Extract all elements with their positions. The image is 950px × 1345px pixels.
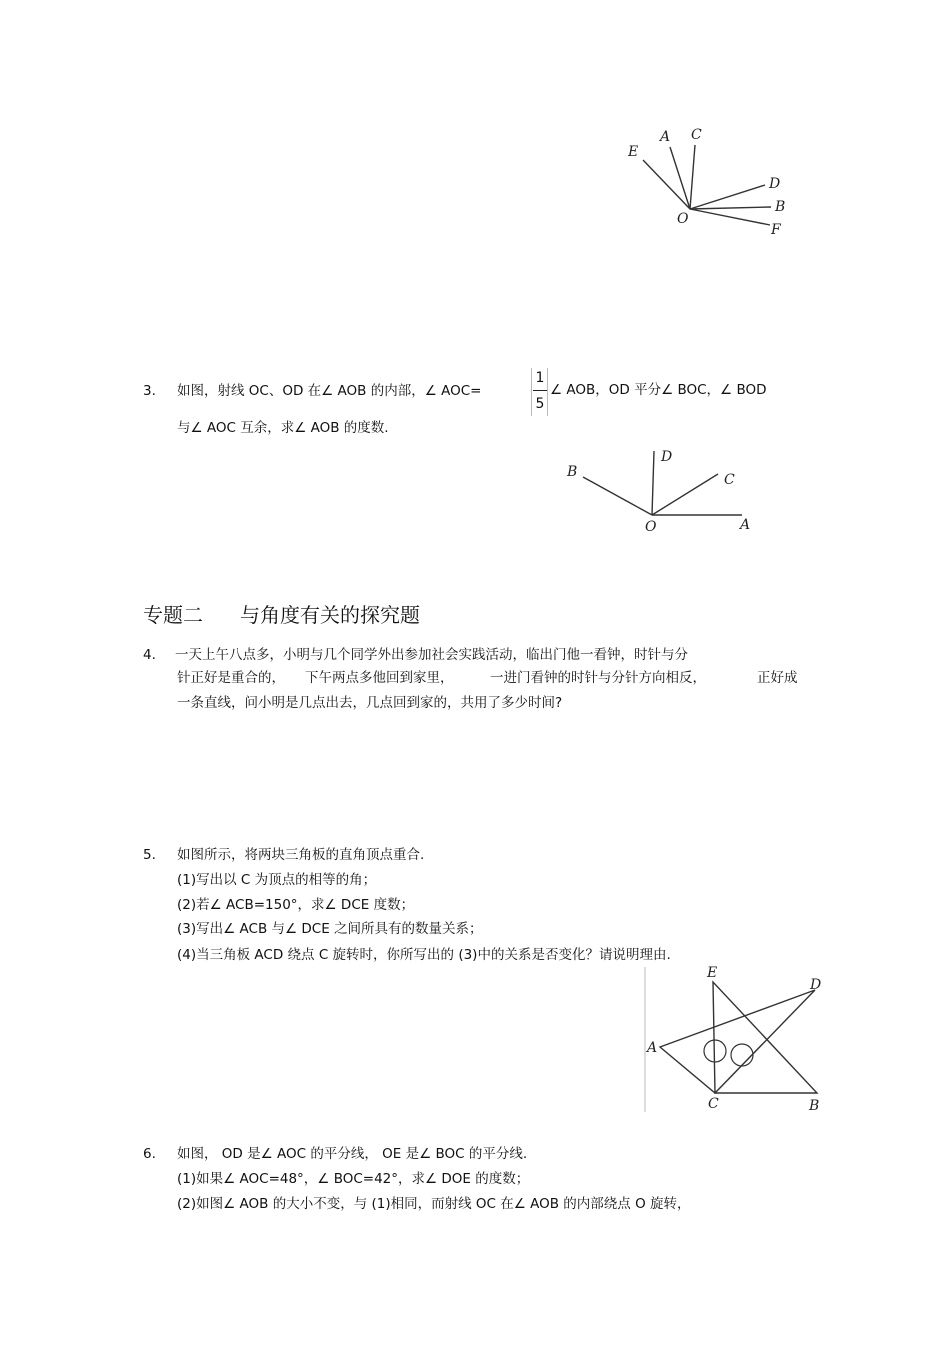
q5-part2: (2)若∠ ACB=150°，求∠ DCE 度数； bbox=[177, 897, 415, 913]
angle-marker-2 bbox=[731, 1044, 753, 1066]
ray-OE bbox=[643, 160, 690, 209]
q4-line2-a: 针正好是重合的， bbox=[177, 670, 285, 686]
ray-OD bbox=[652, 451, 654, 515]
rays-figure-top bbox=[615, 115, 815, 245]
label-E: E bbox=[707, 965, 718, 981]
label-D: D bbox=[810, 977, 822, 993]
q5-part3: (3)写出∠ ACB 与∠ DCE 之间所具有的数量关系； bbox=[177, 921, 483, 937]
triangle-ECB bbox=[713, 982, 817, 1093]
q4-line1: 一天上午八点多，小明与几个同学外出参加社会实践活动，临出门他一看钟，时针与分 bbox=[175, 647, 688, 663]
label-B: B bbox=[809, 1098, 820, 1114]
ray-OF bbox=[690, 209, 770, 225]
q5-part4: (4)当三角板 ACD 绕点 C 旋转时，你所写出的 (3)中的关系是否变化？请说明理由. bbox=[177, 947, 671, 963]
q6-line1: 如图， OD 是∠ AOC 的平分线， OE 是∠ BOC 的平分线. bbox=[177, 1146, 528, 1162]
angle-figure-q3 bbox=[560, 440, 760, 540]
ray-OB bbox=[690, 207, 771, 209]
ray-OD bbox=[690, 185, 765, 209]
label-A: A bbox=[647, 1040, 658, 1056]
label-C: C bbox=[708, 1096, 719, 1112]
q6-part1: (1)如果∠ AOC=48°，∠ BOC=42°，求∠ DOE 的度数； bbox=[177, 1171, 530, 1187]
q5-number: 5. bbox=[143, 847, 156, 863]
section-title: 专题二 bbox=[143, 603, 203, 627]
triangles-figure-q5 bbox=[640, 962, 840, 1117]
q5-line1: 如图所示，将两块三角板的直角顶点重合. bbox=[177, 847, 425, 863]
label-C: C bbox=[724, 472, 735, 488]
q3-number: 3. bbox=[143, 383, 156, 399]
label-B: B bbox=[567, 464, 578, 480]
q4-number: 4. bbox=[143, 647, 156, 663]
q4-line2-d: 正好成 bbox=[757, 670, 798, 686]
label-A: A bbox=[660, 129, 671, 145]
triangle-ACD bbox=[660, 990, 815, 1093]
q6-number: 6. bbox=[143, 1146, 156, 1162]
label-B: B bbox=[775, 199, 786, 215]
q3-line1-b: ∠ AOB，OD 平分∠ BOC，∠ BOD bbox=[550, 382, 767, 398]
fraction-bar bbox=[533, 390, 547, 391]
section-subtitle: 与角度有关的探究题 bbox=[240, 603, 420, 627]
q3-line2: 与∠ AOC 互余，求∠ AOB 的度数. bbox=[177, 420, 389, 436]
ray-OA bbox=[670, 147, 690, 209]
label-C: C bbox=[691, 127, 702, 143]
ray-OC bbox=[652, 474, 718, 515]
fraction-left-rule bbox=[531, 368, 532, 416]
label-O: O bbox=[677, 211, 689, 227]
label-E: E bbox=[628, 144, 639, 160]
q4-line3: 一条直线，问小明是几点出去，几点回到家的，共用了多少时间? bbox=[177, 695, 563, 711]
q5-part1: (1)写出以 C 为顶点的相等的角； bbox=[177, 872, 377, 888]
q3-line1-a: 如图，射线 OC、OD 在∠ AOB 的内部，∠ AOC= bbox=[177, 383, 482, 399]
ray-OC bbox=[690, 145, 695, 209]
q4-line2-b: 下午两点多他回到家里， bbox=[305, 670, 454, 686]
label-D: D bbox=[769, 176, 781, 192]
label-D: D bbox=[661, 449, 673, 465]
q4-line2-c: 一进门看钟的时针与分针方向相反， bbox=[490, 670, 706, 686]
fraction-numerator: 1 bbox=[535, 370, 545, 386]
label-F: F bbox=[771, 222, 781, 238]
label-A: A bbox=[740, 517, 751, 533]
ray-OB bbox=[583, 477, 652, 515]
fraction-denominator: 5 bbox=[535, 396, 545, 412]
fraction-right-rule bbox=[547, 368, 548, 416]
q6-part2: (2)如图∠ AOB 的大小不变，与 (1)相同，而射线 OC 在∠ AOB 的内部绕点 O 旋转， bbox=[177, 1196, 691, 1212]
label-O: O bbox=[645, 519, 657, 535]
